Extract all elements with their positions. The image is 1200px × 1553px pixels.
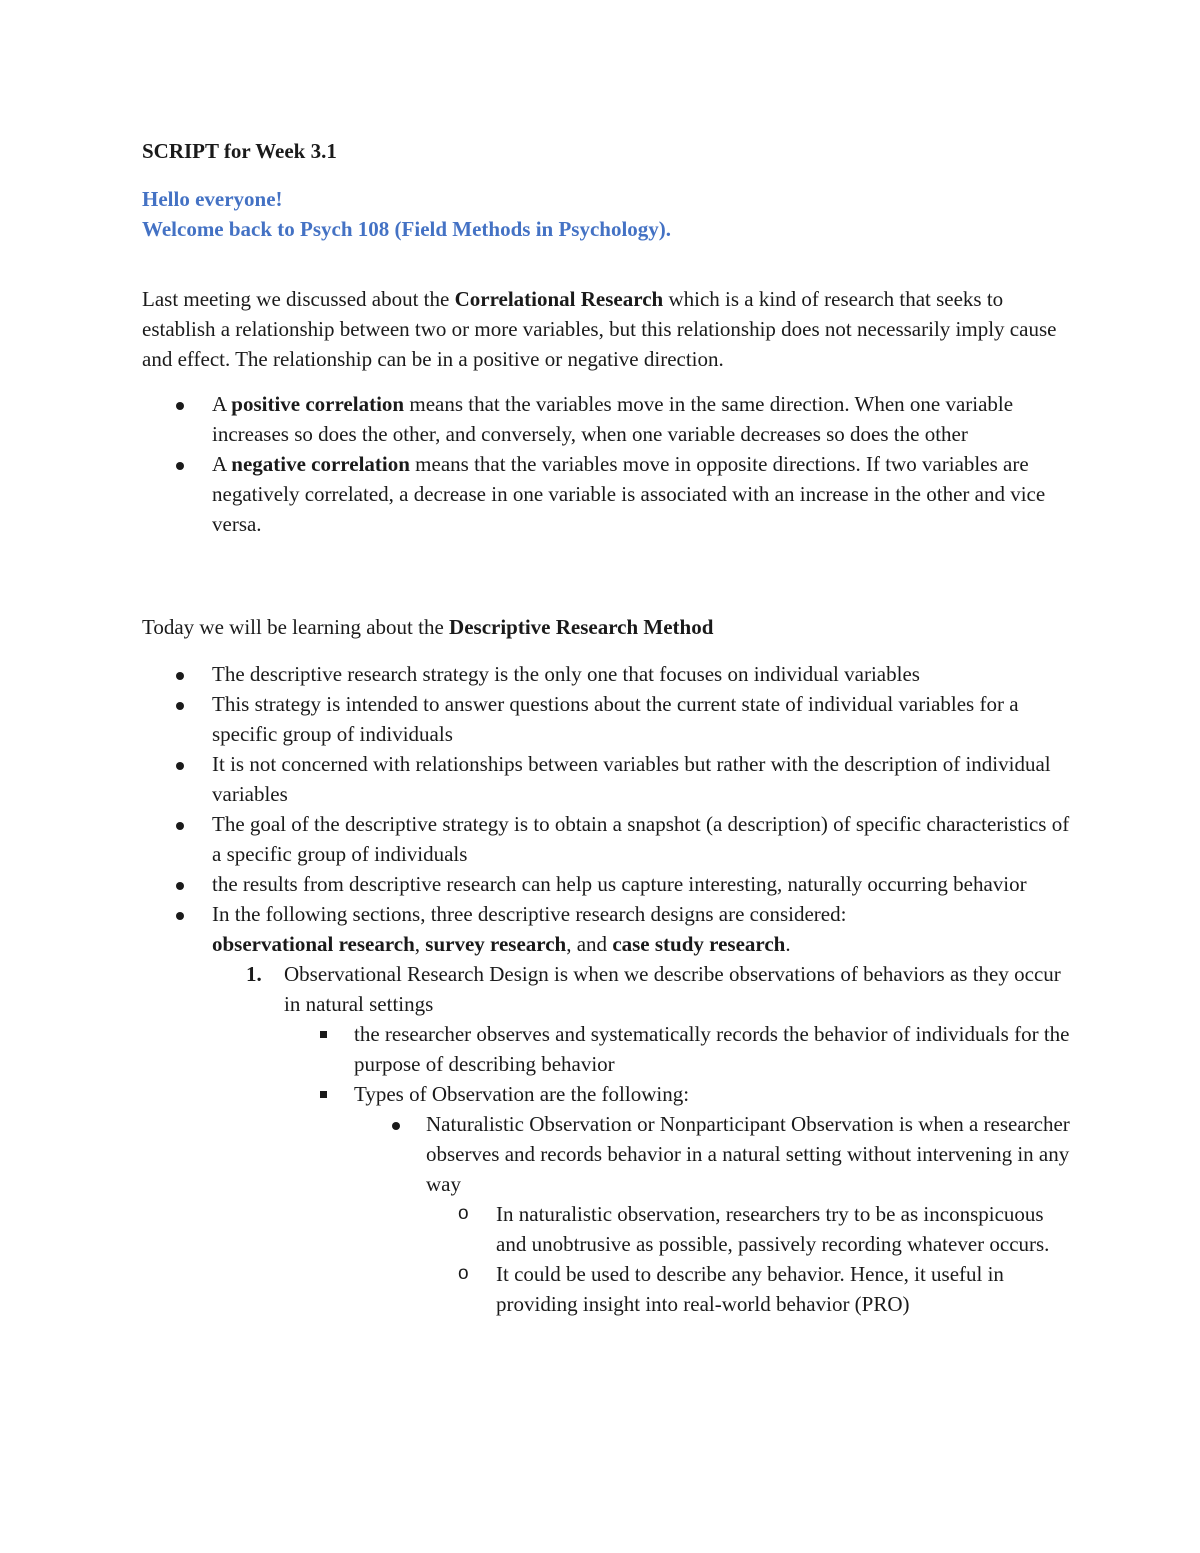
greeting-line-1: Hello everyone! — [142, 187, 283, 211]
list-item: This strategy is intended to answer questions about the current state of individual variables for a specific group of individuals — [142, 689, 1072, 749]
bullet-icon — [176, 402, 184, 410]
bullet-icon — [176, 702, 184, 710]
list-item: It is not concerned with relationships between variables but rather with the description of individual variables — [142, 749, 1072, 809]
descriptive-list — [142, 659, 1072, 1319]
intro-pre: Last meeting we discussed about the — [142, 287, 455, 311]
item-number: 1. — [246, 962, 262, 986]
greeting-line-2: Welcome back to Psych 108 (Field Methods in Psychology). — [142, 217, 672, 241]
list-item: In the following sections, three descriptive research designs are considered: observational research, survey research, and case study research. — [142, 899, 1072, 959]
list-item: A positive correlation means that the variables move in the same direction. When one variable increases so does the other, and conversely, when one variable decreases so does the other — [142, 389, 1072, 449]
intro-post: which is a kind of research that seeks to establish a relationship between two or more variables, but this relationship does not necessarily imply cause and effect. The relationship can be in a positive or negative direction. — [142, 287, 1057, 371]
observation-point: o In naturalistic observation, researchers try to be as inconspicuous and unobtrusive as possible, passively recording whatever occurs. — [142, 1199, 1072, 1259]
list-item: the results from descriptive research can help us capture interesting, naturally occurring behavior — [142, 869, 1072, 899]
list-item: The descriptive research strategy is the only one that focuses on individual variables — [142, 659, 1072, 689]
bullet-icon — [176, 912, 184, 920]
document-title: SCRIPT for Week 3.1 — [142, 139, 337, 163]
observation-point: o It could be used to describe any behavior. Hence, it useful in providing insight into real-world behavior (PRO) — [142, 1259, 1072, 1319]
today-paragraph — [142, 612, 1062, 642]
list-item: The goal of the descriptive strategy is to obtain a snapshot (a description) of specific characteristics of a specific group of individuals — [142, 809, 1072, 869]
list-item: A negative correlation means that the variables move in opposite directions. If two variables are negatively correlated, a decrease in one variable is associated with an increase in the other and vice versa. — [142, 449, 1072, 539]
square-bullet-icon — [320, 1031, 327, 1038]
numbered-item: 1. Observational Research Design is when we describe observations of behaviors as they occur in natural settings — [142, 959, 1072, 1019]
bullet-icon — [176, 822, 184, 830]
bullet-icon — [392, 1122, 400, 1130]
observation-type-item: Naturalistic Observation or Nonparticipant Observation is when a researcher observes and records behavior in a natural setting without intervening in any way — [142, 1109, 1072, 1199]
circle-bullet-icon: o — [458, 1263, 469, 1284]
bullet-icon — [176, 462, 184, 470]
circle-bullet-icon: o — [458, 1203, 469, 1224]
sub-item: Types of Observation are the following: — [142, 1079, 1072, 1109]
intro-paragraph — [142, 284, 1062, 374]
bullet-icon — [176, 672, 184, 680]
bullet-icon — [176, 762, 184, 770]
today-pre: Today we will be learning about the — [142, 615, 450, 639]
bullet-icon — [176, 882, 184, 890]
correlation-list — [142, 389, 1072, 539]
sub-item: the researcher observes and systematically records the behavior of individuals for the purpose of describing behavior — [142, 1019, 1072, 1079]
today-bold: Descriptive Research Method — [449, 615, 714, 639]
square-bullet-icon — [320, 1091, 327, 1098]
intro-bold: Correlational Research — [454, 287, 664, 311]
